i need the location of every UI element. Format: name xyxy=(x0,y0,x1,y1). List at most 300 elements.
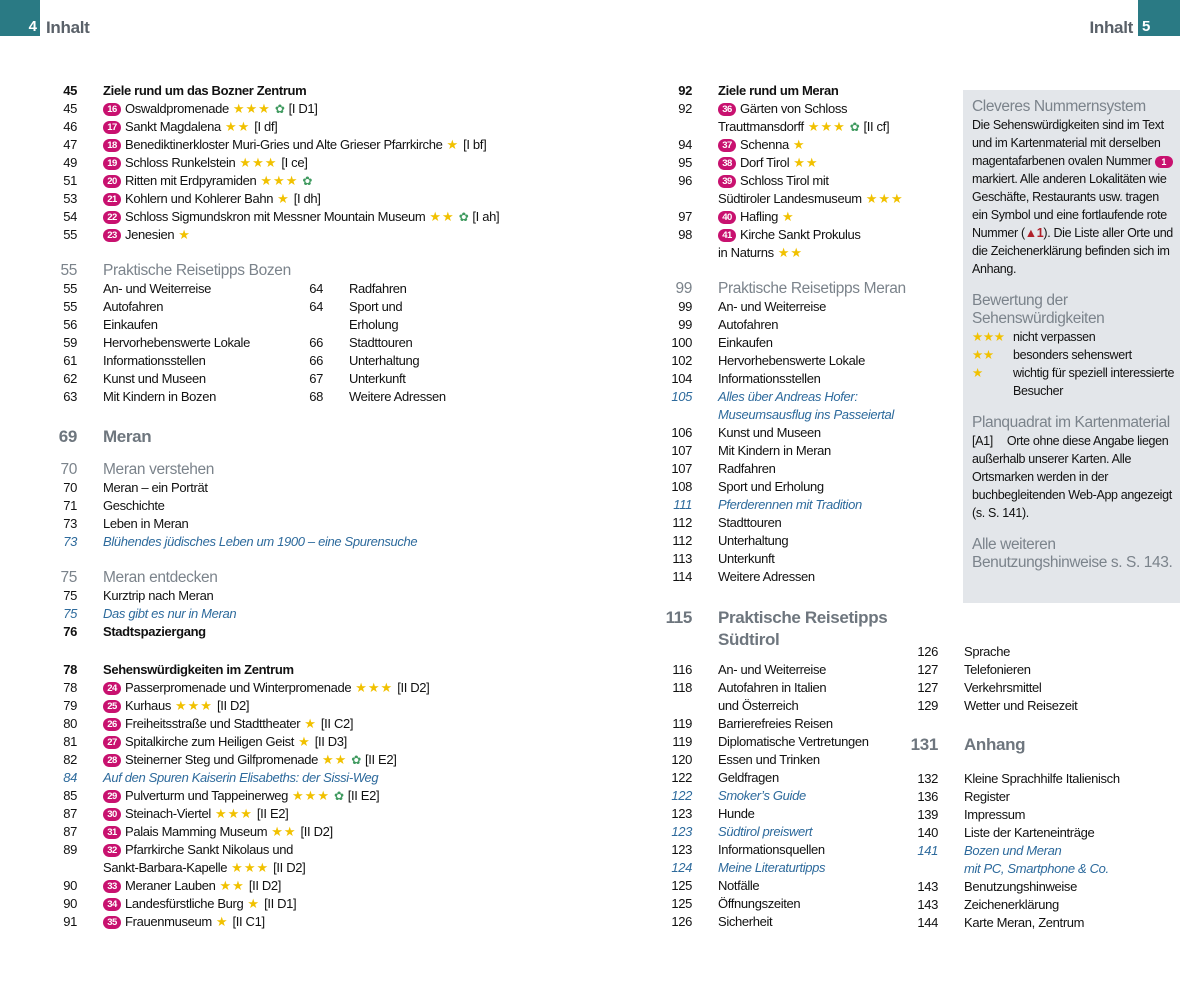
rating-legend-item xyxy=(972,346,1177,364)
entry-text xyxy=(964,896,1059,914)
entry-title: Geldfragen xyxy=(718,770,779,785)
star-rating-icon: ★★★ xyxy=(807,119,846,134)
star-rating-icon: ★★★ xyxy=(865,191,904,206)
page-number: 92 xyxy=(678,101,692,116)
map-reference: [II E2] xyxy=(256,806,289,821)
grid-code: [A1] xyxy=(972,434,993,448)
star-rating-icon: ★ xyxy=(277,191,290,206)
star-rating-icon: ★ xyxy=(298,734,311,749)
entry-text xyxy=(718,424,821,442)
entry-text xyxy=(103,208,499,226)
page-number: 69 xyxy=(58,427,77,446)
entry-title: Barrierefreies Reisen xyxy=(718,716,833,731)
entry-title: Trauttmansdorff xyxy=(718,119,804,134)
entry-title: Dorf Tirol xyxy=(740,155,790,170)
sight-number-badge: 32 xyxy=(103,844,121,857)
page-number: 64 xyxy=(309,281,323,296)
star-rating-icon: ★ xyxy=(782,209,795,224)
entry-text xyxy=(103,841,293,859)
page-number: 67 xyxy=(309,371,323,386)
entry-text xyxy=(718,406,894,424)
entry-title: mit PC, Smartphone & Co. xyxy=(964,861,1109,876)
entry-title: Steinach-Viertel xyxy=(125,806,211,821)
sight-number-badge: 34 xyxy=(103,898,121,911)
entry-text xyxy=(103,280,211,298)
page-number: 107 xyxy=(671,443,692,458)
info-text: ). Die Liste aller Orte und die Zeichenerklärung befinden sich im Anhang. xyxy=(972,226,1173,276)
page-number: 116 xyxy=(672,662,692,677)
star-rating-icon: ★ xyxy=(247,896,261,911)
sight-number-badge: 41 xyxy=(718,229,736,242)
page-number: 139 xyxy=(917,807,938,822)
entry-text xyxy=(964,878,1077,896)
entry-text xyxy=(718,442,831,460)
entry-title: Steinerner Steg und Gilfpromenade xyxy=(125,752,318,767)
page-number: 144 xyxy=(917,915,938,930)
page-number-tab-left xyxy=(0,0,40,36)
page-number: 87 xyxy=(63,806,77,821)
entry-text xyxy=(718,370,820,388)
page-number: 56 xyxy=(63,317,77,332)
entry-text xyxy=(103,334,250,352)
page-number: 55 xyxy=(63,281,77,296)
entry-text xyxy=(103,461,214,479)
entry-title: Sankt-Barbara-Kapelle xyxy=(103,860,228,875)
entry-title: Ziele rund um das Bozner Zentrum xyxy=(103,83,307,98)
page-number: 82 xyxy=(63,752,77,767)
entry-title: Landesfürstliche Burg xyxy=(125,896,244,911)
star-rating-icon: ★★★ xyxy=(232,101,271,116)
entry-title: Schloss Runkelstein xyxy=(125,155,236,170)
entry-title: Kunst und Museen xyxy=(103,371,206,386)
green-tip-flower-icon: ✿ xyxy=(334,789,344,803)
rating-label: wichtig für speziell interessierte Besucher xyxy=(1013,366,1175,398)
page-number: 112 xyxy=(672,533,692,548)
entry-text xyxy=(964,824,1094,842)
entry-title: Einkaufen xyxy=(718,335,773,350)
page-number: 129 xyxy=(917,698,938,713)
page-number: 75 xyxy=(63,588,77,603)
entry-text xyxy=(718,352,865,370)
entry-text xyxy=(103,100,318,118)
entry-text xyxy=(103,226,191,244)
page-number: 123 xyxy=(671,824,692,839)
entry-text xyxy=(103,352,205,370)
entry-text xyxy=(718,550,774,568)
entry-text xyxy=(718,679,826,697)
map-reference: [I df] xyxy=(254,119,278,134)
page-number: 112 xyxy=(672,515,692,530)
page-number: 125 xyxy=(671,896,692,911)
entry-title: Südtirol xyxy=(718,630,780,649)
entry-title: Unterkunft xyxy=(349,371,406,386)
page-number: 105 xyxy=(671,389,692,404)
entry-text xyxy=(718,769,779,787)
entry-title: Autofahren xyxy=(103,299,164,314)
entry-text xyxy=(718,298,826,316)
page-number: 55 xyxy=(63,299,77,314)
entry-title: Sport und Erholung xyxy=(718,479,824,494)
shop-bag-icon: ▲ xyxy=(1024,226,1037,240)
entry-text xyxy=(718,841,825,859)
entry-text xyxy=(103,623,206,641)
entry-text xyxy=(103,533,417,551)
page-number: 64 xyxy=(309,299,323,314)
entry-title: An- und Weiterreise xyxy=(718,662,826,677)
entry-title: Wetter und Reisezeit xyxy=(964,698,1078,713)
entry-text xyxy=(718,877,759,895)
entry-title: Verkehrsmittel xyxy=(964,680,1042,695)
entry-title: Benutzungshinweise xyxy=(964,879,1077,894)
entry-title: Autofahren xyxy=(718,317,779,332)
map-reference: [II D2] xyxy=(216,698,250,713)
page-number: 127 xyxy=(917,680,938,695)
page-number: 75 xyxy=(63,606,77,621)
star-rating-icon: ★★★ xyxy=(231,860,270,875)
entry-title: Informationsstellen xyxy=(103,353,206,368)
map-reference: [II D2] xyxy=(300,824,333,839)
entry-text xyxy=(718,805,755,823)
page-number: 108 xyxy=(671,479,692,494)
entry-text xyxy=(718,208,795,226)
sight-number-badge: 24 xyxy=(103,682,121,695)
rating-label: besonders sehenswert xyxy=(1013,348,1132,362)
entry-title: Meran – ein Porträt xyxy=(103,480,208,495)
entry-text xyxy=(964,643,1010,661)
page-number: 5 xyxy=(1142,18,1151,35)
entry-title: Notfälle xyxy=(718,878,760,893)
entry-title: Essen und Trinken xyxy=(718,752,820,767)
star-rating-icon: ★ xyxy=(178,227,191,242)
page-number: 143 xyxy=(917,897,938,912)
entry-text xyxy=(964,661,1031,679)
entry-text xyxy=(103,262,291,280)
entry-text xyxy=(103,388,216,406)
page-number: 102 xyxy=(671,353,692,368)
entry-text xyxy=(964,734,1025,756)
sight-number-badge: 29 xyxy=(103,790,121,803)
page-number: 54 xyxy=(63,209,77,224)
page-number: 61 xyxy=(63,353,77,368)
entry-text xyxy=(718,154,819,172)
entry-text xyxy=(103,679,429,697)
map-reference: [II D2] xyxy=(397,680,430,695)
entry-text xyxy=(103,515,188,533)
entry-title: Zeichenerklärung xyxy=(964,897,1059,912)
page-number: 99 xyxy=(675,280,692,297)
entry-text xyxy=(349,298,402,316)
entry-title: Gärten von Schloss xyxy=(740,101,848,116)
entry-text xyxy=(718,751,820,769)
page-number: 47 xyxy=(63,137,77,152)
sight-number-badge: 28 xyxy=(103,754,121,767)
rating-label: nicht verpassen xyxy=(1013,330,1096,344)
entry-title: Radfahren xyxy=(718,461,776,476)
star-rating-icon: ★★ xyxy=(321,752,348,767)
entry-title: Jenesien xyxy=(125,227,175,242)
page-number: 126 xyxy=(917,644,938,659)
star-icon: ★★ xyxy=(972,348,994,362)
page-number: 122 xyxy=(671,770,692,785)
map-reference: [II D3] xyxy=(314,734,347,749)
entry-title: Meraner Lauben xyxy=(125,878,216,893)
entry-text xyxy=(349,334,412,352)
entry-title: Meran entdecken xyxy=(103,569,218,586)
entry-text xyxy=(718,787,806,805)
entry-title: Pferderennen mit Tradition xyxy=(718,497,862,512)
star-rating-icon: ★★★ xyxy=(239,155,278,170)
star-rating-icon: ★★ xyxy=(271,824,297,839)
entry-text xyxy=(103,426,151,448)
entry-title: Hervorhebenswerte Lokale xyxy=(718,353,865,368)
map-reference: [II C2] xyxy=(320,716,354,731)
page-number: 106 xyxy=(671,425,692,440)
star-rating-icon: ★ xyxy=(215,914,229,929)
page-number: 66 xyxy=(309,353,323,368)
entry-title: Ziele rund um Meran xyxy=(718,83,839,98)
page-number: 97 xyxy=(678,209,692,224)
entry-title: Museumsausflug ins Passeiertal xyxy=(718,407,894,422)
entry-text xyxy=(718,244,803,262)
entry-title: Öffnungszeiten xyxy=(718,896,801,911)
entry-title: Hafling xyxy=(740,209,779,224)
page-number: 55 xyxy=(60,262,77,279)
info-text-numbering xyxy=(972,116,1177,278)
entry-title: Leben in Meran xyxy=(103,516,189,531)
entry-title: Auf den Spuren Kaiserin Elisabeths: der Sissi-Weg xyxy=(103,770,379,785)
star-rating-icon: ★★ xyxy=(429,209,455,224)
map-reference: [I bf] xyxy=(463,137,487,152)
page-number: 81 xyxy=(63,734,77,749)
sight-number-badge: 35 xyxy=(103,916,121,929)
page-number: 92 xyxy=(678,83,692,98)
entry-title: An- und Weiterreise xyxy=(718,299,826,314)
entry-text xyxy=(103,895,296,913)
entry-title: Karte Meran, Zentrum xyxy=(964,915,1085,930)
entry-title: Meran verstehen xyxy=(103,461,215,478)
star-rating-icon: ★ xyxy=(304,716,317,731)
entry-title: Südtirol preiswert xyxy=(718,824,813,839)
entry-text xyxy=(718,607,887,629)
entry-title: Pfarrkirche Sankt Nikolaus und xyxy=(125,842,293,857)
map-reference: [II D2] xyxy=(273,860,306,875)
page-number: 62 xyxy=(63,371,77,386)
entry-text xyxy=(718,136,806,154)
sight-number-badge: 33 xyxy=(103,880,121,893)
entry-title: Spitalkirche zum Heiligen Geist xyxy=(125,734,295,749)
page-number: 68 xyxy=(309,389,323,404)
entry-text xyxy=(718,478,824,496)
page-number: 94 xyxy=(678,137,692,152)
map-reference: [I ce] xyxy=(281,155,308,170)
entry-text xyxy=(103,154,307,172)
page-number: 99 xyxy=(678,317,692,332)
sight-number-badge: 39 xyxy=(718,175,736,188)
sight-number-badge: 17 xyxy=(103,121,121,134)
page-number: 53 xyxy=(63,191,77,206)
entry-text xyxy=(103,697,249,715)
page-number: 45 xyxy=(63,101,77,116)
sight-number-badge: 26 xyxy=(103,718,121,731)
info-text: markiert. Alle anderen Lokalitäten wie Geschäfte, Restaurants usw. tragen ein Symbol und eine fortlaufende rote Nummer ( xyxy=(972,172,1167,240)
page-number-tab-right xyxy=(1138,0,1180,36)
entry-title: Sprache xyxy=(964,644,1010,659)
entry-title: Register xyxy=(964,789,1010,804)
star-rating-icon: ★ xyxy=(446,137,460,152)
page-number: 96 xyxy=(678,173,692,188)
running-head-right: Inhalt xyxy=(1089,18,1133,37)
page-number: 45 xyxy=(63,83,77,98)
entry-text xyxy=(964,806,1025,824)
page-number: 114 xyxy=(672,569,692,584)
entry-title: Einkaufen xyxy=(103,317,158,332)
star-rating-icon: ★★ xyxy=(219,878,245,893)
entry-title: Hunde xyxy=(718,806,755,821)
page-number: 132 xyxy=(917,771,938,786)
entry-text xyxy=(964,679,1041,697)
entry-title: Sehenswürdigkeiten im Zentrum xyxy=(103,662,294,677)
entry-title: Kurhaus xyxy=(125,698,171,713)
entry-text xyxy=(103,715,353,733)
entry-text xyxy=(718,388,858,406)
entry-text xyxy=(718,226,861,244)
entry-title: Liste der Karteneinträge xyxy=(964,825,1095,840)
page-number: 70 xyxy=(63,480,77,495)
entry-title: Das gibt es nur in Meran xyxy=(103,606,237,621)
page-number: 76 xyxy=(63,624,77,639)
page-number: 107 xyxy=(671,461,692,476)
star-rating-icon: ★★★ xyxy=(260,173,299,188)
entry-title: Impressum xyxy=(964,807,1026,822)
entry-text xyxy=(718,334,773,352)
entry-text xyxy=(103,877,281,895)
sight-number-badge: 22 xyxy=(103,211,121,224)
entry-title: Passerpromenade und Winterpromenade xyxy=(125,680,352,695)
entry-title: Informationsquellen xyxy=(718,842,825,857)
sight-number-badge: 31 xyxy=(103,826,121,839)
entry-title: Smoker’s Guide xyxy=(718,788,806,803)
entry-title: Geschichte xyxy=(103,498,165,513)
entry-text xyxy=(103,298,163,316)
green-tip-flower-icon: ✿ xyxy=(849,120,860,134)
entry-text xyxy=(103,661,294,679)
entry-text xyxy=(718,629,779,651)
map-reference: [II E2] xyxy=(347,788,380,803)
page-number: 127 xyxy=(917,662,938,677)
entry-title: Informationsstellen xyxy=(718,371,821,386)
entry-title: Anhang xyxy=(964,735,1026,754)
entry-text xyxy=(103,751,397,769)
entry-title: Weitere Adressen xyxy=(349,389,446,404)
page-number: 46 xyxy=(63,119,77,134)
info-text-grid xyxy=(972,432,1177,522)
map-reference: [II D2] xyxy=(248,878,282,893)
entry-title: Radfahren xyxy=(349,281,407,296)
entry-title: Ritten mit Erdpyramiden xyxy=(125,173,257,188)
page-number: 90 xyxy=(63,878,77,893)
entry-text xyxy=(718,280,906,298)
info-box xyxy=(963,90,1180,603)
sight-number-badge: 27 xyxy=(103,736,121,749)
rating-legend xyxy=(972,328,1177,400)
entry-title: Erholung xyxy=(349,317,399,332)
page-number: 49 xyxy=(63,155,77,170)
entry-text xyxy=(964,697,1077,715)
entry-title: Sicherheit xyxy=(718,914,773,929)
sight-number-badge: 21 xyxy=(103,193,121,206)
entry-text xyxy=(718,118,889,136)
entry-text xyxy=(103,172,312,190)
entry-text xyxy=(103,605,236,623)
entry-title: Kohlern und Kohlerer Bahn xyxy=(125,191,274,206)
page-number: 120 xyxy=(671,752,692,767)
entry-title: An- und Weiterreise xyxy=(103,281,211,296)
green-tip-flower-icon: ✿ xyxy=(274,102,285,116)
rating-legend-item xyxy=(972,328,1177,346)
entry-text xyxy=(718,568,815,586)
entry-title: Kunst und Museen xyxy=(718,425,821,440)
page-number: 113 xyxy=(672,551,692,566)
entry-text xyxy=(964,842,1061,860)
entry-text xyxy=(103,136,486,154)
entry-title: Kirche Sankt Prokulus xyxy=(740,227,861,242)
page-number: 87 xyxy=(63,824,77,839)
entry-title: Palais Mamming Museum xyxy=(125,824,268,839)
map-reference: [II D1] xyxy=(264,896,297,911)
page-number: 73 xyxy=(63,534,77,549)
entry-text xyxy=(718,496,862,514)
page-number: 123 xyxy=(671,806,692,821)
entry-title: Praktische Reisetipps Meran xyxy=(718,280,906,297)
page-number: 51 xyxy=(63,173,77,188)
entry-title: Benediktinerkloster Muri-Gries und Alte Grieser Pfarrkirche xyxy=(125,137,443,152)
entry-title: Sankt Magdalena xyxy=(125,119,221,134)
page-number: 143 xyxy=(917,879,938,894)
entry-title: Schloss Tirol mit xyxy=(740,173,829,188)
page-number: 125 xyxy=(671,878,692,893)
entry-title: Kurztrip nach Meran xyxy=(103,588,214,603)
green-tip-flower-icon: ✿ xyxy=(351,753,361,767)
star-rating-icon: ★★ xyxy=(224,119,251,134)
sight-number-badge: 20 xyxy=(103,175,121,188)
info-text: Orte ohne diese Angabe liegen außerhalb unserer Karten. Alle Ortsmarken werden in der buchbegleitenden Web-App angezeigt (s. S. 141). xyxy=(972,434,1172,520)
entry-title: in Naturns xyxy=(718,245,774,260)
page-number: 119 xyxy=(672,716,692,731)
star-rating-icon: ★★ xyxy=(777,245,804,260)
page-number: 122 xyxy=(671,788,692,803)
page-number: 123 xyxy=(671,842,692,857)
green-tip-flower-icon: ✿ xyxy=(302,174,313,188)
page-number: 90 xyxy=(63,896,77,911)
info-title-rating: Bewertung der Sehenswürdigkeiten xyxy=(972,292,1105,327)
entry-text xyxy=(103,479,208,497)
entry-text xyxy=(718,514,781,532)
map-reference: [I ah] xyxy=(472,209,500,224)
entry-text xyxy=(103,787,379,805)
entry-text xyxy=(718,697,798,715)
map-reference: [I D1] xyxy=(288,101,318,116)
sight-number-badge: 19 xyxy=(103,157,121,170)
star-rating-icon: ★ xyxy=(792,137,806,152)
page-number: 95 xyxy=(678,155,692,170)
entry-text xyxy=(718,823,812,841)
entry-text xyxy=(103,316,158,334)
entry-text xyxy=(718,460,776,478)
entry-title: Kleine Sprachhilfe Italienisch xyxy=(964,771,1120,786)
entry-title: Südtiroler Landesmuseum xyxy=(718,191,862,206)
entry-text xyxy=(103,733,347,751)
entry-text xyxy=(718,733,869,751)
